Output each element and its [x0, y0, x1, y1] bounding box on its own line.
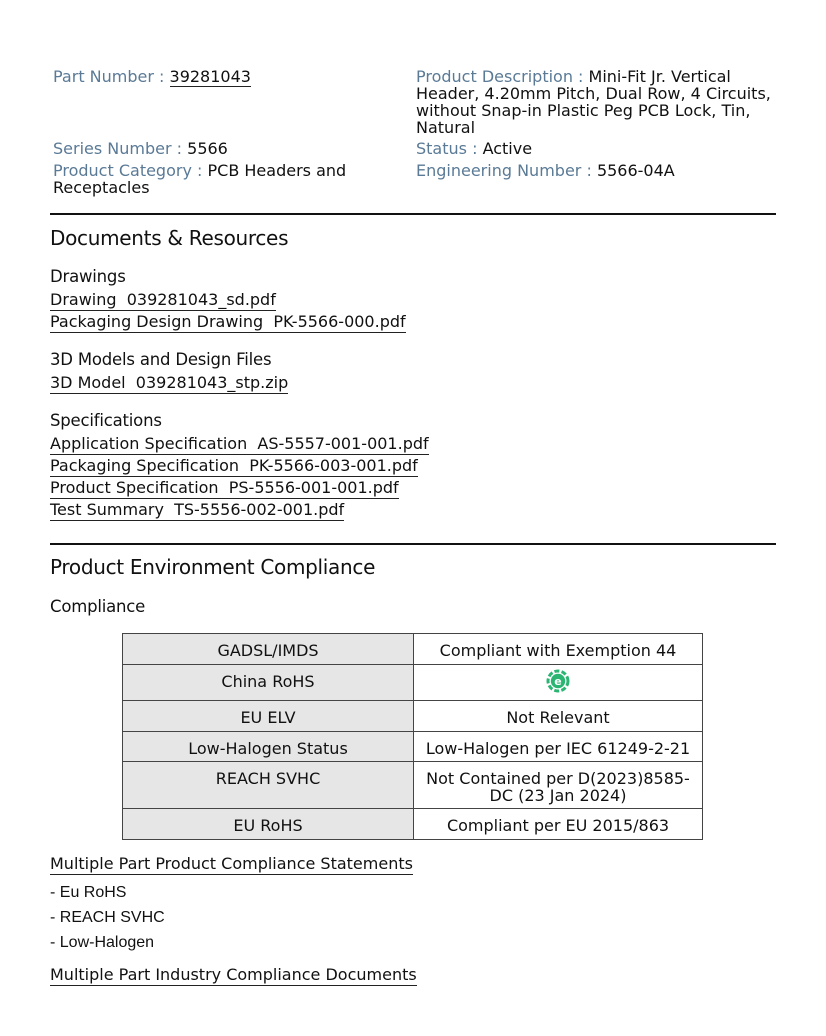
statements-list [50, 880, 165, 955]
models-list [50, 373, 288, 395]
specs-list [50, 434, 429, 522]
series-number-row [53, 140, 393, 157]
documents-title: Documents & Resources [50, 226, 289, 250]
compliance-value: Not Contained per D(2023)8585-DC (23 Jan 2024) [414, 762, 703, 809]
engineering-number-label: Engineering Number : [416, 161, 592, 180]
product-category-value: PCB Headers and Receptacles [53, 161, 347, 197]
product-category-row [53, 162, 383, 196]
table-row [123, 634, 703, 665]
list-item: - Low-Halogen [50, 934, 155, 951]
industry-docs-link-row [50, 965, 417, 986]
series-number-label: Series Number : [53, 139, 183, 158]
specs-title: Specifications [50, 411, 162, 430]
status-label: Status : [416, 139, 478, 158]
divider [50, 543, 776, 545]
compliance-value: Low-Halogen per IEC 61249-2-21 [414, 732, 703, 762]
product-description-label: Product Description : [416, 67, 584, 86]
part-number-label: Part Number : [53, 67, 165, 86]
engineering-number-value: 5566-04A [596, 161, 675, 180]
part-number-link[interactable]: 39281043 [169, 67, 251, 86]
compliance-table [122, 633, 703, 840]
table-row [123, 665, 703, 701]
drawings-title: Drawings [50, 267, 126, 286]
compliance-key: Low-Halogen Status [123, 732, 414, 762]
series-number-value: 5566 [187, 139, 228, 158]
compliance-key: EU RoHS [123, 809, 414, 840]
compliance-key: China RoHS [123, 665, 414, 701]
product-spec-link[interactable]: Product Specification PS-5556-001-001.pdf [50, 478, 399, 497]
table-row [123, 701, 703, 732]
compliance-value: Compliant with Exemption 44 [414, 634, 703, 665]
statements-link-row [50, 854, 413, 875]
list-item: - Eu RoHS [50, 884, 127, 901]
china-rohs-e-icon [546, 669, 570, 693]
compliance-value: Compliant per EU 2015/863 [414, 809, 703, 840]
drawings-list [50, 290, 406, 334]
list-item: - REACH SVHC [50, 909, 165, 926]
packaging-drawing-link[interactable]: Packaging Design Drawing PK-5566-000.pdf [50, 312, 406, 331]
product-description-value: Mini-Fit Jr. Vertical Header, 4.20mm Pitch, Dual Row, 4 Circuits, without Snap-in Plastic Peg PCB Lock, Tin, Natural [416, 67, 771, 137]
compliance-value [414, 665, 703, 701]
packaging-spec-link[interactable]: Packaging Specification PK-5566-003-001.pdf [50, 456, 418, 475]
models-title: 3D Models and Design Files [50, 350, 272, 369]
product-category-label: Product Category : [53, 161, 203, 180]
compliance-key: EU ELV [123, 701, 414, 732]
product-description [416, 68, 771, 136]
part-number-row [53, 68, 393, 87]
industry-compliance-docs-link[interactable]: Multiple Part Industry Compliance Documents [50, 965, 417, 984]
compliance-statements-link[interactable]: Multiple Part Product Compliance Statements [50, 854, 413, 873]
compliance-value: Not Relevant [414, 701, 703, 732]
divider [50, 213, 776, 215]
status-value: Active [482, 139, 533, 158]
compliance-key: REACH SVHC [123, 762, 414, 809]
test-summary-link[interactable]: Test Summary TS-5556-002-001.pdf [50, 500, 345, 519]
table-row [123, 762, 703, 809]
engineering-number-row [416, 162, 771, 179]
drawing-link[interactable]: Drawing 039281043_sd.pdf [50, 290, 276, 309]
table-row [123, 732, 703, 762]
compliance-subtitle: Compliance [50, 597, 146, 616]
compliance-key: GADSL/IMDS [123, 634, 414, 665]
compliance-title: Product Environment Compliance [50, 555, 376, 579]
3d-model-link[interactable]: 3D Model 039281043_stp.zip [50, 373, 289, 392]
svg-text:e: e [554, 675, 562, 688]
table-row [123, 809, 703, 840]
status-row [416, 140, 771, 157]
application-spec-link[interactable]: Application Specification AS-5557-001-001.pdf [50, 434, 429, 453]
